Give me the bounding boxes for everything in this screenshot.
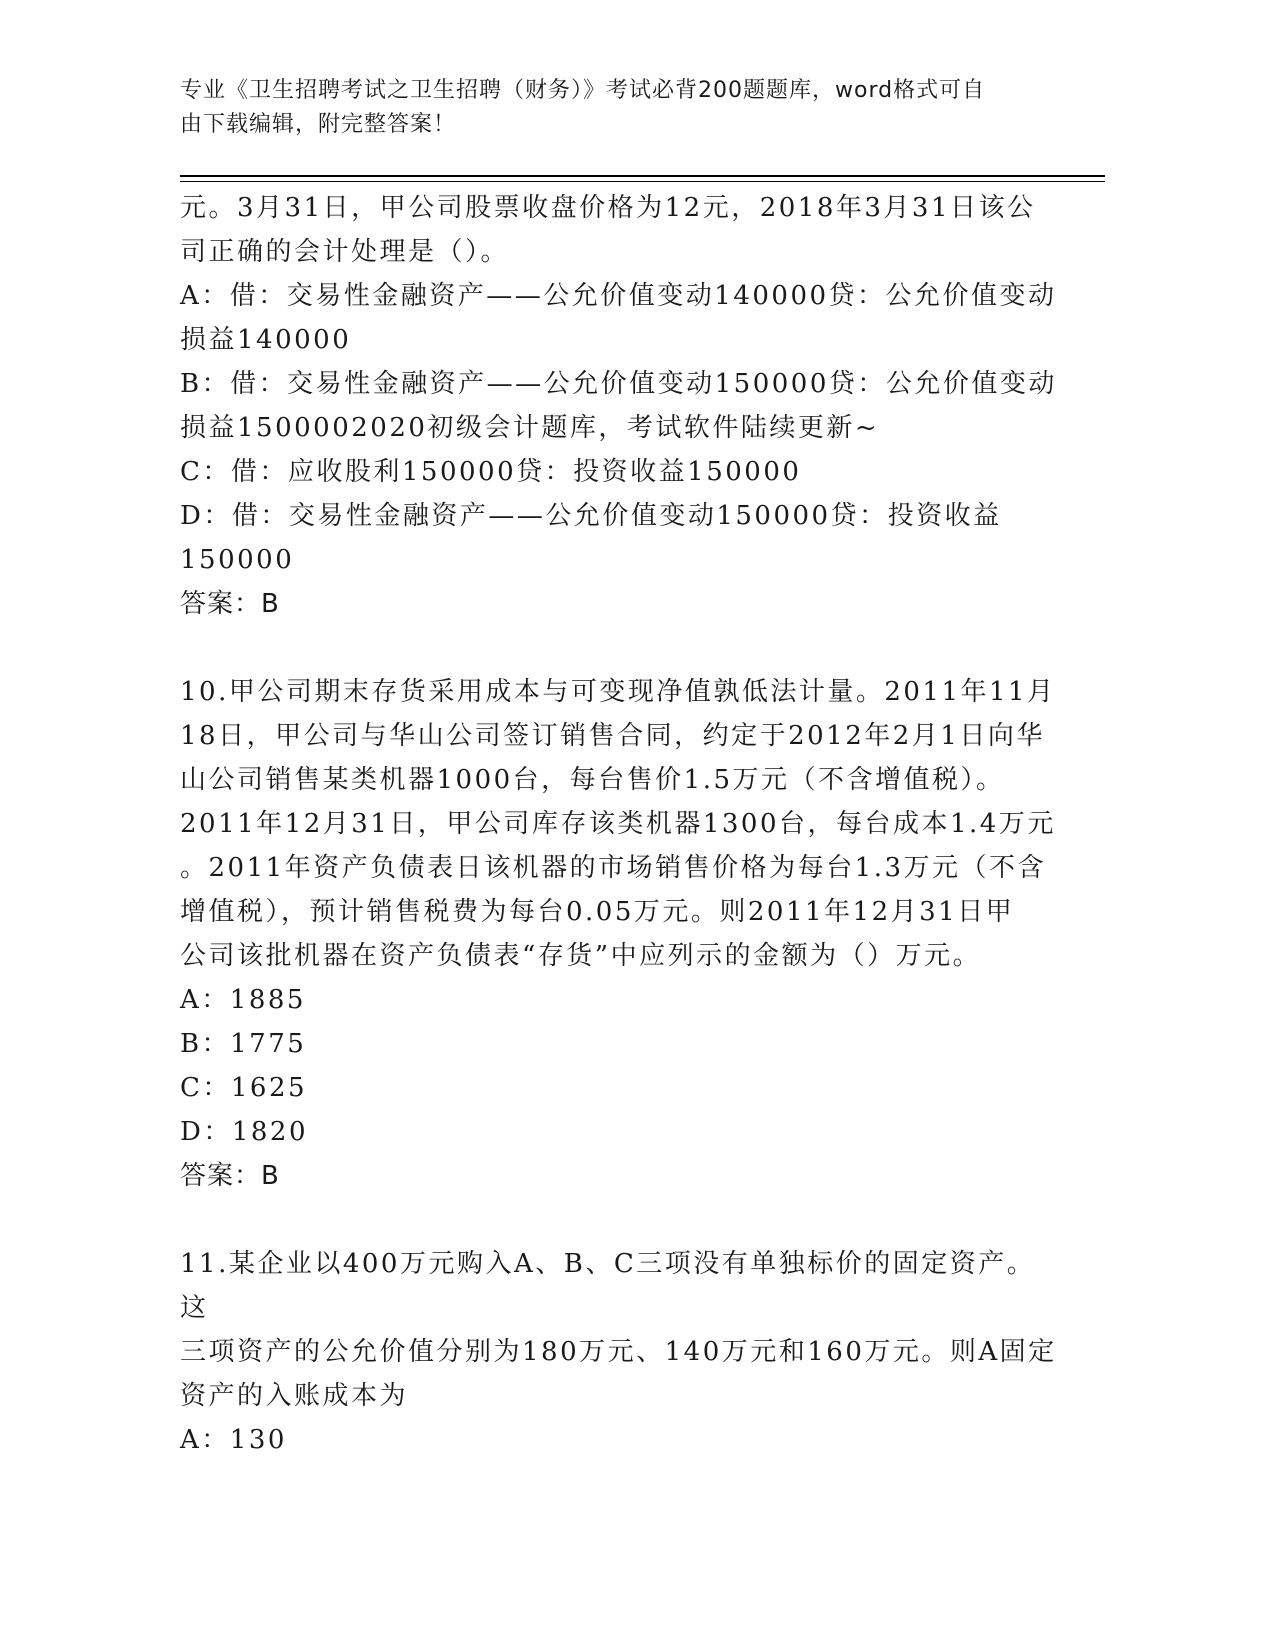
option-line: D：借：交易性金融资产——公允价值变动150000贷：投资收益	[180, 501, 1002, 531]
question-stem-line: 2011年12月31日，甲公司库存该类机器1300台，每台成本1.4万元	[180, 809, 1056, 839]
question-stem-line: 资产的入账成本为	[180, 1381, 409, 1411]
question-stem-line: 11.某企业以400万元购入A、B、C三项没有单独标价的固定资产。这	[180, 1249, 1036, 1323]
option-a: A：130	[180, 1425, 287, 1455]
question-11	[180, 1242, 1060, 1462]
option-line: B：借：交易性金融资产——公允价值变动150000贷：公允价值变动	[180, 369, 1057, 399]
option-line: 150000	[180, 545, 295, 575]
option-line: A：借：交易性金融资产——公允价值变动140000贷：公允价值变动	[180, 281, 1057, 311]
answer-label: 答案：B	[180, 589, 280, 619]
question-10	[180, 670, 1060, 1198]
header-line-2: 由下载编辑，附完整答案！	[180, 112, 457, 137]
answer-label: 答案：B	[180, 1161, 280, 1191]
option-d: D：1820	[180, 1117, 309, 1147]
question-stem-line: 增值税），预计销售税费为每台0.05万元。则2011年12月31日甲	[180, 897, 1015, 927]
header-rule-thick	[180, 175, 1105, 177]
spacer	[180, 626, 1060, 670]
question-stem-line: 元。3月31日，甲公司股票收盘价格为12元，2018年3月31日该公	[180, 193, 1036, 223]
option-c: C：1625	[180, 1073, 308, 1103]
question-stem-line: 。2011年资产负债表日该机器的市场销售价格为每台1.3万元（不含	[180, 853, 1047, 883]
question-stem-line: 山公司销售某类机器1000台，每台售价1.5万元（不含增值税）。	[180, 765, 1005, 795]
question-stem-line: 10.甲公司期末存货采用成本与可变现净值孰低法计量。2011年11月	[180, 677, 1056, 707]
header-line-1: 专业《卫生招聘考试之卫生招聘（财务）》考试必背200题题库，word格式可自	[180, 78, 986, 103]
option-line: 损益140000	[180, 325, 352, 355]
option-b: B：1775	[180, 1029, 307, 1059]
question-stem-line: 18日，甲公司与华山公司签订销售合同，约定于2012年2月1日向华	[180, 721, 1045, 751]
question-stem-line: 公司该批机器在资产负债表“存货”中应列示的金额为（）万元。	[180, 941, 982, 971]
question-stem-line: 司正确的会计处理是（）。	[180, 237, 510, 267]
header-rule-thin	[180, 181, 1105, 182]
question-stem-line: 三项资产的公允价值分别为180万元、140万元和160万元。则A固定	[180, 1337, 1057, 1367]
option-line: C：借：应收股利150000贷：投资收益150000	[180, 457, 802, 487]
document-header	[180, 74, 1070, 142]
option-a: A：1885	[180, 985, 306, 1015]
document-body	[180, 186, 1060, 1462]
spacer	[180, 1198, 1060, 1242]
option-line: 损益1500002020初级会计题库，考试软件陆续更新~	[180, 413, 880, 443]
question-9-continued	[180, 186, 1060, 626]
